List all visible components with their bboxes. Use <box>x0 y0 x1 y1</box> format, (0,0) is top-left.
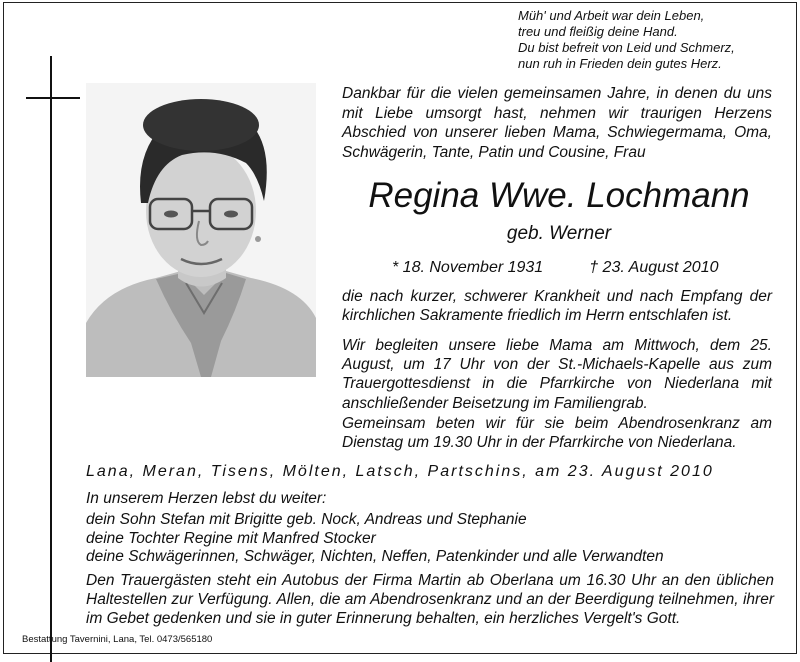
death-note: die nach kurzer, schwerer Krankheit und nach Empfang der kirchlichen Sakramente friedlich im Herrn entschlafen ist. <box>342 288 772 325</box>
portrait-photo <box>86 83 316 377</box>
place-and-date: Lana, Meran, Tisens, Mölten, Latsch, Partschins, am 23. August 2010 <box>86 463 714 480</box>
cross-icon-bar <box>26 97 80 99</box>
intro-text: Dankbar für die vielen gemeinsamen Jahre, in denen du uns mit Liebe umsorgt hast, nehmen wir traurigen Herzens Abschied von unserer lieben Mama, Schwiegermama, Oma, Schwägerin, Tante, Patin und Cousine, Frau <box>342 85 772 161</box>
life-dates <box>392 258 792 278</box>
verse-line: Müh' und Arbeit war dein Leben, <box>518 8 705 23</box>
undertaker-credit: Bestattung Tavernini, Lana, Tel. 0473/565180 <box>22 634 213 645</box>
verse-line: treu und fleißig deine Hand. <box>518 24 678 39</box>
birth-date: * 18. November 1931 <box>392 259 544 276</box>
family-member: deine Tochter Regine mit Manfred Stocker <box>86 529 376 547</box>
portrait-image <box>86 83 316 377</box>
verse-line: nun ruh in Frieden dein gutes Herz. <box>518 56 722 71</box>
family-member: deine Schwägerinnen, Schwäger, Nichten, Neffen, Patenkinder und alle Verwandten <box>86 548 664 565</box>
rosary-info: Gemeinsam beten wir für sie beim Abendrosenkranz am Dienstag um 19.30 Uhr in der Pfarrkirche von Niederlana. <box>342 415 772 452</box>
deceased-name: Regina Wwe. Lochmann <box>368 176 750 215</box>
bus-note: Den Trauergästen steht ein Autobus der Firma Martin ab Oberlana um 16.30 Uhr an den üblichen Haltestellen zur Verfügung. Allen, die am Abendrosenkranz und an der Beerdigung teilnehmen, ihrer im Gebet gedenken und sie in guter Erinnerung behalten, ein herzliches Vergelt's Gott. <box>86 572 774 627</box>
verse <box>518 8 788 72</box>
family-list <box>86 511 664 567</box>
verse-line: Du bist befreit von Leid und Schmerz, <box>518 40 735 55</box>
maiden-name: geb. Werner <box>506 223 612 244</box>
cross-icon <box>50 56 52 662</box>
death-date: † 23. August 2010 <box>589 259 719 276</box>
funeral-info: Wir begleiten unsere liebe Mama am Mittwoch, dem 25. August, um 17 Uhr von der St.-Michaels-Kapelle aus zum Trauergottesdienst in die Pfarrkirche von Niederlana mit anschließender Beisetzung im Familiengrab. <box>342 337 772 412</box>
family-member: dein Sohn Stefan mit Brigitte geb. Nock, Andreas und Stephanie <box>86 511 527 528</box>
in-heart-line: In unserem Herzen lebst du weiter: <box>86 490 327 507</box>
